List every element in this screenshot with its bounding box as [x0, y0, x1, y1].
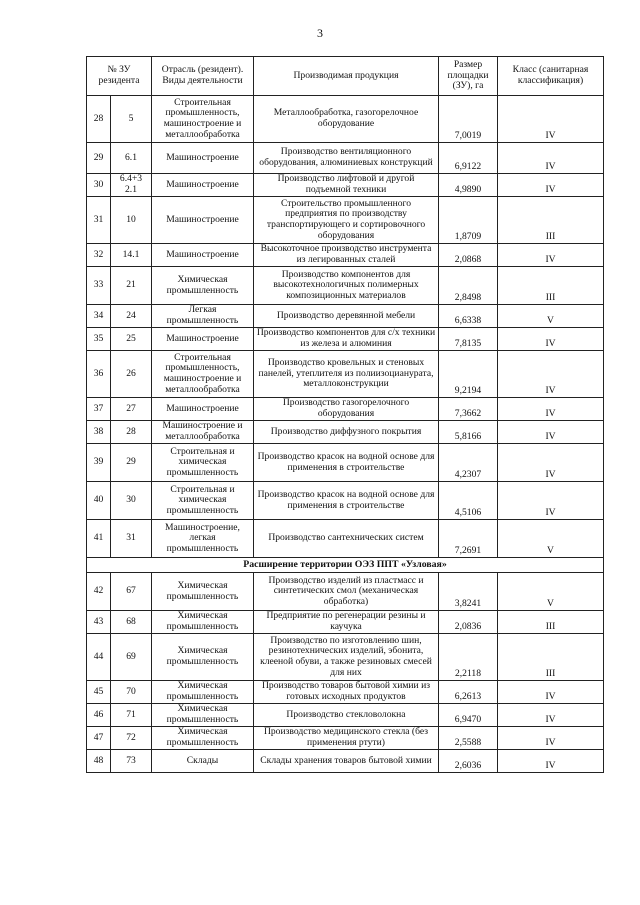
industry-cell: Химическая промышленность	[152, 704, 254, 727]
class-cell: V	[498, 305, 604, 328]
area-cell: 2,0868	[439, 244, 498, 267]
product-cell: Производство стекловолокна	[254, 704, 439, 727]
product-cell: Производство изделий из пластмасс и синтетических смол (механическая обработка)	[254, 573, 439, 611]
header-area: Размер площадки (ЗУ), га	[439, 57, 498, 96]
table-row	[87, 143, 604, 174]
zu-number: 10	[111, 197, 152, 244]
table-body-expansion	[87, 573, 604, 773]
row-number: 48	[87, 750, 111, 773]
product-cell: Производство деревянной мебели	[254, 305, 439, 328]
industry-cell: Химическая промышленность	[152, 681, 254, 704]
industry-cell: Машиностроение	[152, 328, 254, 351]
section-row	[87, 558, 604, 573]
product-cell: Производство диффузного покрытия	[254, 421, 439, 444]
product-cell: Производство компонентов для высокотехнологичных полимерных композиционных материалов	[254, 267, 439, 305]
area-cell: 2,0836	[439, 611, 498, 634]
row-number: 41	[87, 520, 111, 558]
zu-number: 27	[111, 398, 152, 421]
class-cell: IV	[498, 444, 604, 482]
class-cell: IV	[498, 704, 604, 727]
zu-number: 73	[111, 750, 152, 773]
table-row	[87, 727, 604, 750]
table-row	[87, 174, 604, 197]
table-row	[87, 704, 604, 727]
area-cell: 7,0019	[439, 96, 498, 143]
row-number: 29	[87, 143, 111, 174]
product-cell: Строительство промышленного предприятия по производству транспортирующего и сортировочного оборудования	[254, 197, 439, 244]
row-number: 43	[87, 611, 111, 634]
class-cell: III	[498, 634, 604, 681]
zu-number: 21	[111, 267, 152, 305]
zu-number: 26	[111, 351, 152, 398]
industry-cell: Химическая промышленность	[152, 634, 254, 681]
area-cell: 7,2691	[439, 520, 498, 558]
zu-number: 24	[111, 305, 152, 328]
header-zu-num: № ЗУ резидента	[87, 57, 152, 96]
zu-number: 69	[111, 634, 152, 681]
area-cell: 2,6036	[439, 750, 498, 773]
zu-number: 5	[111, 96, 152, 143]
product-cell: Производство компонентов для с/х техники из железа и алюминия	[254, 328, 439, 351]
table-row	[87, 611, 604, 634]
industry-cell: Строительная и химическая промышленность	[152, 444, 254, 482]
class-cell: V	[498, 520, 604, 558]
industry-cell: Машиностроение	[152, 174, 254, 197]
area-cell: 1,8709	[439, 197, 498, 244]
table-row	[87, 244, 604, 267]
class-cell: IV	[498, 351, 604, 398]
row-number: 46	[87, 704, 111, 727]
table-row	[87, 421, 604, 444]
table-row	[87, 305, 604, 328]
product-cell: Предприятие по регенерации резины и каучука	[254, 611, 439, 634]
area-cell: 4,2307	[439, 444, 498, 482]
table-row	[87, 328, 604, 351]
row-number: 38	[87, 421, 111, 444]
table-row	[87, 96, 604, 143]
table-body-main	[87, 96, 604, 558]
industry-cell: Химическая промышленность	[152, 611, 254, 634]
class-cell: IV	[498, 398, 604, 421]
zu-number: 6.4+3 2.1	[111, 174, 152, 197]
class-cell: IV	[498, 727, 604, 750]
industry-cell: Легкая промышленность	[152, 305, 254, 328]
industry-cell: Машиностроение, легкая промышленность	[152, 520, 254, 558]
class-cell: III	[498, 267, 604, 305]
row-number: 34	[87, 305, 111, 328]
class-cell: V	[498, 573, 604, 611]
table-row	[87, 398, 604, 421]
zu-number: 71	[111, 704, 152, 727]
zu-number: 28	[111, 421, 152, 444]
product-cell: Производство красок на водной основе для применения в строительстве	[254, 444, 439, 482]
area-cell: 2,5588	[439, 727, 498, 750]
table-row	[87, 267, 604, 305]
class-cell: IV	[498, 681, 604, 704]
area-cell: 7,3662	[439, 398, 498, 421]
row-number: 28	[87, 96, 111, 143]
row-number: 37	[87, 398, 111, 421]
zu-number: 14.1	[111, 244, 152, 267]
industry-cell: Химическая промышленность	[152, 267, 254, 305]
class-cell: IV	[498, 96, 604, 143]
row-number: 42	[87, 573, 111, 611]
class-cell: IV	[498, 482, 604, 520]
class-cell: IV	[498, 750, 604, 773]
industry-cell: Строительная и химическая промышленность	[152, 482, 254, 520]
table-row	[87, 482, 604, 520]
industry-cell: Машиностроение	[152, 143, 254, 174]
zu-number: 70	[111, 681, 152, 704]
zu-number: 30	[111, 482, 152, 520]
table-header-row	[87, 57, 604, 96]
industry-cell: Химическая промышленность	[152, 727, 254, 750]
product-cell: Производство кровельных и стеновых панелей, утеплителя из полиизоцианурата, металлоконструкции	[254, 351, 439, 398]
area-cell: 2,2118	[439, 634, 498, 681]
table-row	[87, 197, 604, 244]
table-row	[87, 573, 604, 611]
area-cell: 3,8241	[439, 573, 498, 611]
industry-cell: Склады	[152, 750, 254, 773]
product-cell: Производство сантехнических систем	[254, 520, 439, 558]
class-cell: IV	[498, 244, 604, 267]
area-cell: 4,9890	[439, 174, 498, 197]
page-number: 3	[317, 26, 323, 40]
product-cell: Производство по изготовлению шин, резинотехнических изделий, эбонита, клееной обуви, а также резиновых смесей для них	[254, 634, 439, 681]
zu-number: 72	[111, 727, 152, 750]
product-cell: Производство вентиляционного оборудования, алюминиевых конструкций	[254, 143, 439, 174]
table-row	[87, 634, 604, 681]
class-cell: IV	[498, 143, 604, 174]
row-number: 40	[87, 482, 111, 520]
area-cell: 9,2194	[439, 351, 498, 398]
industry-cell: Машиностроение	[152, 244, 254, 267]
header-product: Производимая продукция	[254, 57, 439, 96]
product-cell: Металлообработка, газогорелочное оборудование	[254, 96, 439, 143]
header-industry: Отрасль (резидент). Виды деятельности	[152, 57, 254, 96]
area-cell: 6,2613	[439, 681, 498, 704]
class-cell: IV	[498, 328, 604, 351]
row-number: 32	[87, 244, 111, 267]
industry-cell: Машиностроение	[152, 398, 254, 421]
industry-cell: Химическая промышленность	[152, 573, 254, 611]
zu-number: 29	[111, 444, 152, 482]
header-class: Класс (санитарная классификация)	[498, 57, 604, 96]
row-number: 36	[87, 351, 111, 398]
industry-cell: Машиностроение и металлообработка	[152, 421, 254, 444]
product-cell: Производство красок на водной основе для применения в строительстве	[254, 482, 439, 520]
section-title: Расширение территории ОЭЗ ППТ «Узловая»	[87, 558, 604, 573]
area-cell: 6,9122	[439, 143, 498, 174]
zu-number: 67	[111, 573, 152, 611]
class-cell: III	[498, 611, 604, 634]
row-number: 31	[87, 197, 111, 244]
row-number: 35	[87, 328, 111, 351]
industry-cell: Строительная промышленность, машиностроение и металлообработка	[152, 96, 254, 143]
zu-number: 6.1	[111, 143, 152, 174]
area-cell: 6,9470	[439, 704, 498, 727]
area-cell: 7,8135	[439, 328, 498, 351]
residents-table	[86, 56, 604, 773]
class-cell: IV	[498, 174, 604, 197]
product-cell: Производство медицинского стекла (без применения ртути)	[254, 727, 439, 750]
zu-number: 31	[111, 520, 152, 558]
zu-number: 68	[111, 611, 152, 634]
industry-cell: Машиностроение	[152, 197, 254, 244]
product-cell: Склады хранения товаров бытовой химии	[254, 750, 439, 773]
product-cell: Высокоточное производство инструмента из легированных сталей	[254, 244, 439, 267]
class-cell: IV	[498, 421, 604, 444]
table-row	[87, 351, 604, 398]
class-cell: III	[498, 197, 604, 244]
row-number: 45	[87, 681, 111, 704]
area-cell: 2,8498	[439, 267, 498, 305]
area-cell: 5,8166	[439, 421, 498, 444]
product-cell: Производство газогорелочного оборудования	[254, 398, 439, 421]
industry-cell: Строительная промышленность, машиностроение и металлообработка	[152, 351, 254, 398]
row-number: 39	[87, 444, 111, 482]
table-row	[87, 444, 604, 482]
table-row	[87, 681, 604, 704]
area-cell: 6,6338	[439, 305, 498, 328]
row-number: 44	[87, 634, 111, 681]
product-cell: Производство товаров бытовой химии из готовых исходных продуктов	[254, 681, 439, 704]
table-row	[87, 520, 604, 558]
area-cell: 4,5106	[439, 482, 498, 520]
table-row	[87, 750, 604, 773]
zu-number: 25	[111, 328, 152, 351]
row-number: 30	[87, 174, 111, 197]
row-number: 47	[87, 727, 111, 750]
product-cell: Производство лифтовой и другой подъемной техники	[254, 174, 439, 197]
row-number: 33	[87, 267, 111, 305]
